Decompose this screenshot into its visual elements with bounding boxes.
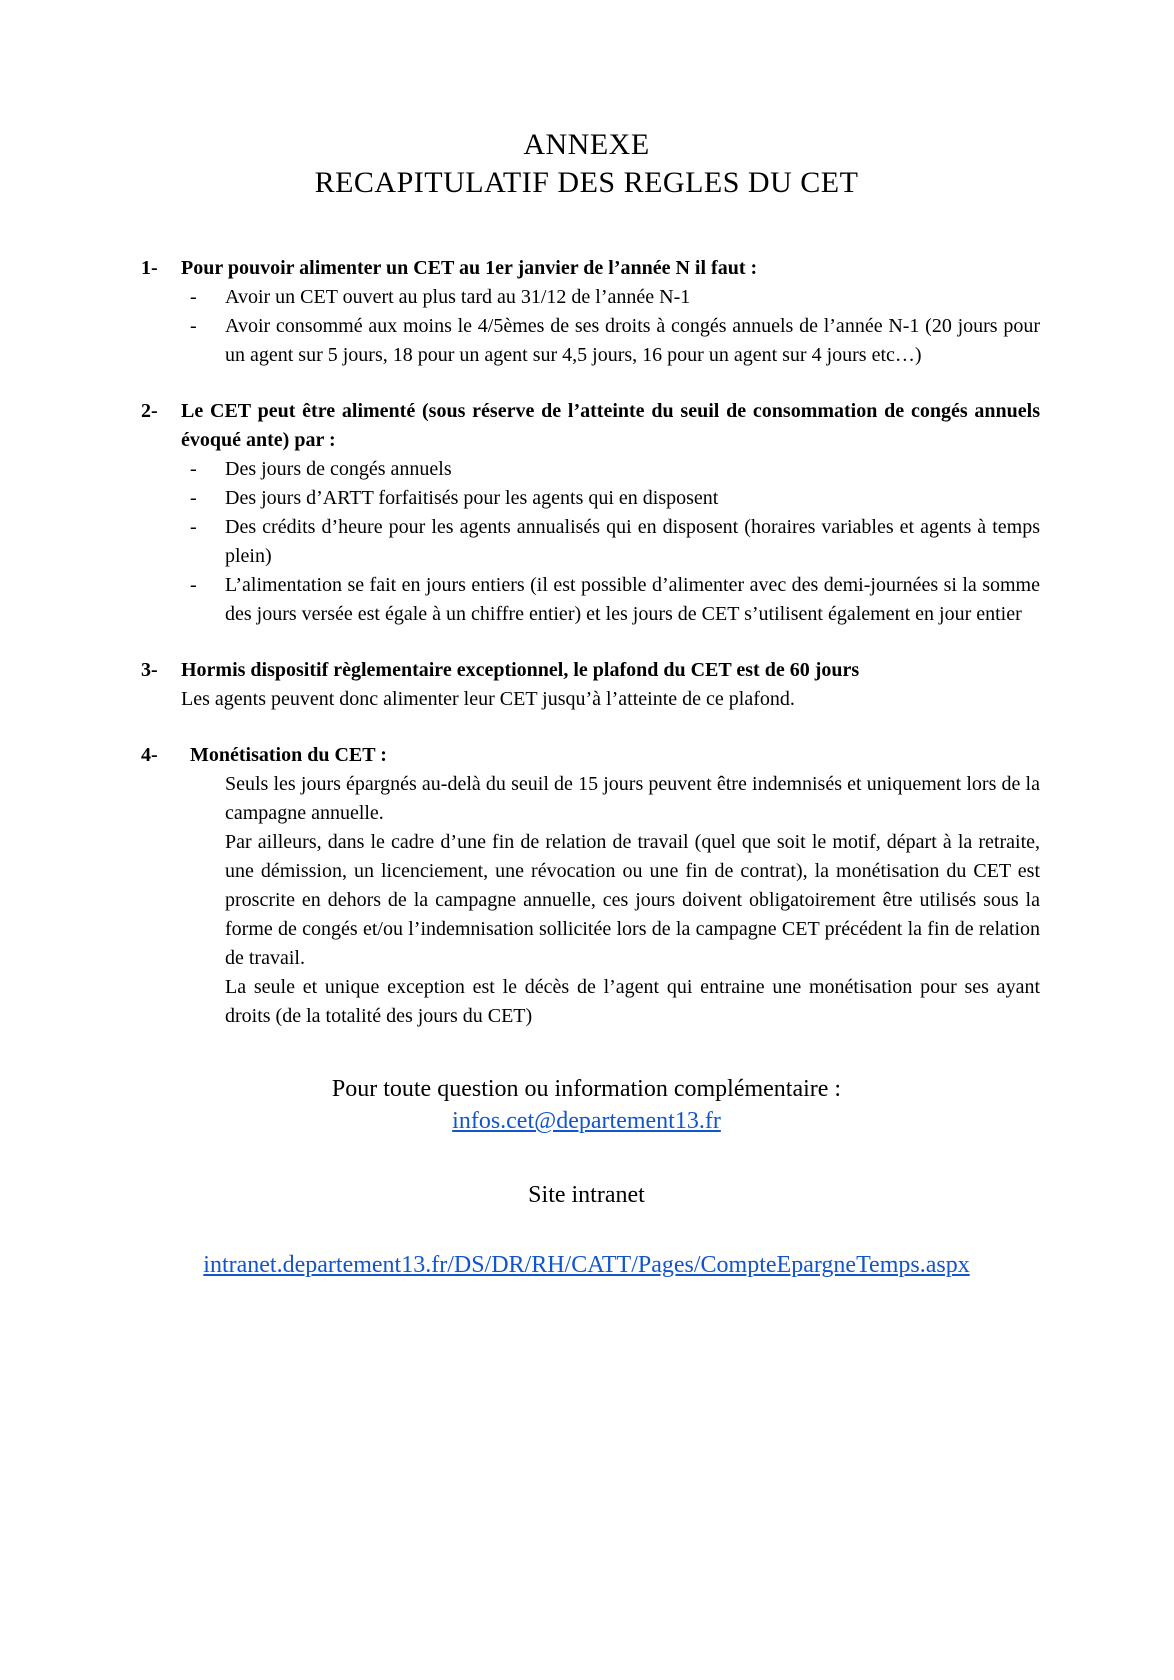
bullet-text: Avoir un CET ouvert au plus tard au 31/12 de l’année N-1 [225,286,691,308]
section-4-heading [133,741,1040,770]
section-3-heading [133,656,1040,685]
section-4 [133,741,1040,1031]
section-4-number: 4- [141,744,158,766]
list-item [133,312,1040,370]
list-item [133,484,1040,513]
section-3 [133,656,1040,714]
intranet-url-line [133,1249,1040,1281]
section-1-heading [133,254,1040,283]
list-item [133,283,1040,312]
bullet-text: Des crédits d’heure pour les agents annualisés qui en disposent (horaires variables et agents à temps plein) [225,516,1040,567]
intranet-site-label: Site intranet [528,1182,645,1208]
list-item [133,455,1040,484]
bullet-dash: - [190,315,197,337]
email-line [133,1105,1040,1137]
section-1-heading-text: Pour pouvoir alimenter un CET au 1er janvier de l’année N il faut : [181,257,758,279]
section-2 [133,397,1040,629]
title-line-2: RECAPITULATIF DES REGLES DU CET [314,166,859,199]
paragraph: Par ailleurs, dans le cadre d’une fin de relation de travail (quel que soit le motif, départ à la retraite, une démission, un licenciement, une révocation ou une fin de contrat), la monétisation du CET est proscrite en dehors de la campagne annuelle, ces jours doivent obligatoirement être utilisés sous la forme de congés et/ou l’indemnisation sollicitée lors de la campagne CET précédent la fin de relation de travail. [225,831,1040,969]
bullet-text: Des jours de congés annuels [225,458,452,480]
section-3-heading-text: Hormis dispositif règlementaire exceptionnel, le plafond du CET est de 60 jours [181,659,860,681]
section-1-number: 1- [141,257,158,279]
section-2-heading [133,397,1040,455]
bullet-dash: - [190,516,197,538]
bullet-dash: - [190,286,197,308]
section-3-number: 3- [141,659,158,681]
bullet-dash: - [190,487,197,509]
document-title [133,126,1040,202]
section-2-heading-text: Le CET peut être alimenté (sous réserve de l’atteinte du seuil de consommation de congés annuels évoqué ante) par : [181,400,1040,451]
paragraph: La seule et unique exception est le décès de l’agent qui entraine une monétisation pour ses ayant droits (de la totalité des jours du CET) [225,976,1040,1027]
section-2-number: 2- [141,400,158,422]
bullet-text: L’alimentation se fait en jours entiers (il est possible d’alimenter avec des demi-journées si la somme des jours versée est égale à un chiffre entier) et les jours de CET s’utilisent également en jour entier [225,574,1040,625]
intranet-url-link[interactable]: intranet.departement13.fr/DS/DR/RH/CATT/Pages/CompteEpargneTemps.aspx [203,1252,970,1278]
bullet-text: Avoir consommé aux moins le 4/5èmes de ses droits à congés annuels de l’année N-1 (20 jours pour un agent sur 5 jours, 18 pour un agent sur 4,5 jours, 16 pour un agent sur 4 jours etc…) [225,315,1040,366]
list-item [133,571,1040,629]
list-item [133,513,1040,571]
bullet-dash: - [190,574,197,596]
bullet-text: Des jours d’ARTT forfaitisés pour les agents qui en disposent [225,487,719,509]
section-1 [133,254,1040,370]
bullet-dash: - [190,458,197,480]
title-line-1: ANNEXE [523,128,650,161]
contact-intro: Pour toute question ou information complémentaire : [331,1076,842,1102]
contact-email-link[interactable]: infos.cet@departement13.fr [452,1108,721,1134]
paragraph: Seuls les jours épargnés au-delà du seuil de 15 jours peuvent être indemnisés et uniquement lors de la campagne annuelle. [225,773,1040,824]
section-3-body: Les agents peuvent donc alimenter leur CET jusqu’à l’atteinte de ce plafond. [181,688,795,710]
section-4-heading-text: Monétisation du CET : [190,744,387,766]
sections [133,254,1040,1031]
